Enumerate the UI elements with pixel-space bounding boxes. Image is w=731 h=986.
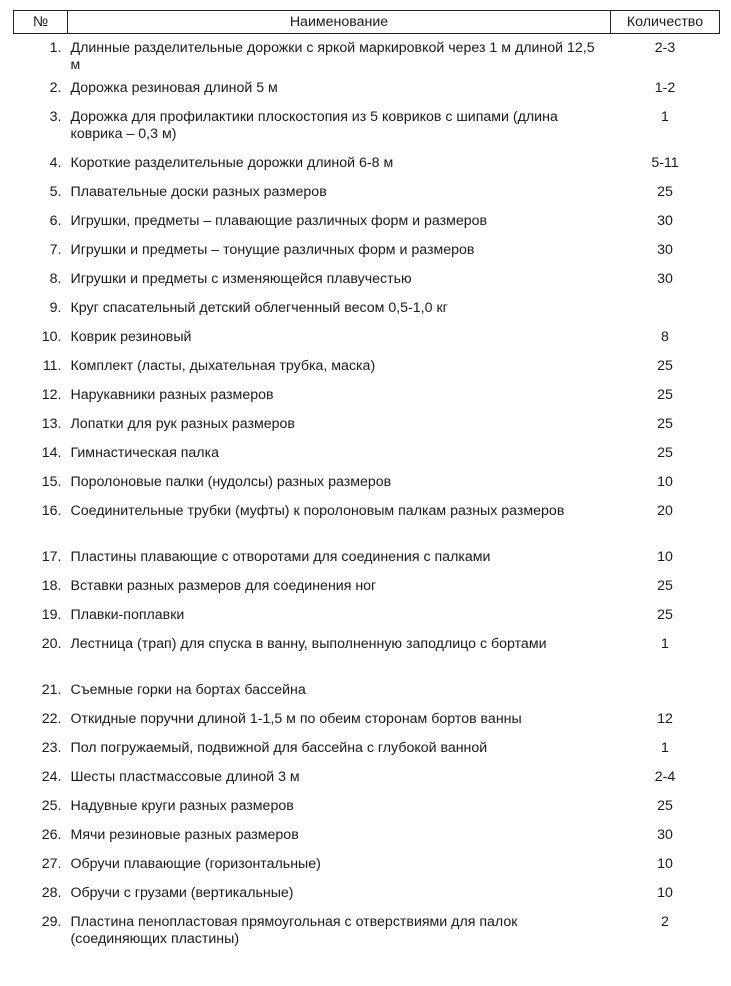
row-number: 23. — [41, 740, 62, 756]
row-number: 29. — [41, 914, 62, 930]
row-name: Шесты пластмассовые длиной 3 м — [70, 769, 300, 785]
row-number: 9. — [49, 300, 62, 316]
row-quantity: 25 — [657, 184, 673, 200]
table-row — [14, 549, 720, 578]
header-number: № — [14, 11, 68, 34]
row-number: 22. — [41, 711, 62, 727]
table-row — [14, 387, 720, 416]
row-number: 24. — [41, 769, 62, 785]
row-quantity — [611, 300, 720, 329]
row-name: Откидные поручни длиной 1-1,5 м по обеим сторонам бортов ванны — [70, 711, 522, 727]
row-name: Плавательные доски разных размеров — [70, 184, 327, 200]
row-number: 26. — [41, 827, 62, 843]
row-quantity: 10 — [657, 885, 673, 901]
row-name: Надувные круги разных размеров — [70, 798, 294, 814]
row-quantity: 1-2 — [654, 80, 676, 96]
row-quantity: 25 — [657, 798, 673, 814]
row-name: Съемные горки на бортах бассейна — [70, 682, 306, 698]
row-number: 28. — [41, 885, 62, 901]
row-name: Дорожка для профилактики плоскостопия из 5 ковриков с шипами (длина коврика – 0,3 м) — [70, 109, 558, 142]
table-row — [14, 416, 720, 445]
row-name: Дорожка резиновая длиной 5 м — [70, 80, 278, 96]
table-row — [14, 636, 720, 682]
row-name: Лопатки для рук разных размеров — [70, 416, 295, 432]
row-number: 5. — [49, 184, 62, 200]
row-name: Обручи с грузами (вертикальные) — [70, 885, 294, 901]
row-name: Гимнастическая палка — [70, 445, 219, 461]
row-quantity: 1 — [661, 740, 669, 756]
table-row — [14, 740, 720, 769]
row-number: 3. — [49, 109, 62, 125]
row-quantity: 30 — [657, 827, 673, 843]
table-row — [14, 769, 720, 798]
row-quantity: 20 — [657, 503, 673, 519]
row-quantity: 25 — [657, 416, 673, 432]
table-row — [14, 885, 720, 914]
row-name: Пластины плавающие с отворотами для соединения с палками — [70, 549, 491, 565]
row-number: 11. — [42, 358, 62, 374]
table-row — [14, 242, 720, 271]
table-row — [14, 578, 720, 607]
row-number: 21. — [41, 682, 62, 698]
table-row — [14, 300, 720, 329]
table-row — [14, 914, 720, 960]
row-name: Игрушки и предметы с изменяющейся плавучестью — [70, 271, 412, 287]
table-row — [14, 856, 720, 885]
row-number: 16. — [41, 503, 62, 519]
row-name: Обручи плавающие (горизонтальные) — [70, 856, 321, 872]
table-row — [14, 184, 720, 213]
row-quantity: 1 — [661, 109, 669, 125]
table-row — [14, 827, 720, 856]
table-row — [14, 682, 720, 711]
row-name: Игрушки, предметы – плавающие различных форм и размеров — [70, 213, 488, 229]
table-row — [14, 503, 720, 549]
row-number: 14. — [41, 445, 62, 461]
row-quantity: 10 — [657, 474, 673, 490]
row-number: 13. — [41, 416, 62, 432]
row-number: 27. — [41, 856, 62, 872]
table-row — [14, 109, 720, 155]
row-number: 15. — [41, 474, 62, 490]
row-quantity: 25 — [657, 578, 673, 594]
row-quantity: 2-4 — [654, 769, 676, 785]
row-quantity: 2-3 — [654, 40, 676, 56]
equipment-table — [13, 10, 720, 960]
table-row — [14, 711, 720, 740]
row-name: Пол погружаемый, подвижной для бассейна с глубокой ванной — [70, 740, 488, 756]
row-number: 10. — [41, 329, 62, 345]
header-quantity: Количество — [611, 11, 720, 34]
row-number: 12. — [41, 387, 62, 403]
row-name: Поролоновые палки (нудолсы) разных размеров — [70, 474, 392, 490]
row-number: 8. — [49, 271, 62, 287]
row-number: 1. — [49, 40, 62, 56]
header-row — [14, 11, 720, 34]
row-number: 4. — [49, 155, 62, 171]
row-name: Коврик резиновый — [70, 329, 192, 345]
row-quantity: 5-11 — [651, 155, 679, 171]
row-quantity: 30 — [657, 271, 673, 287]
row-quantity: 25 — [657, 445, 673, 461]
table-header — [14, 11, 720, 34]
row-number: 25. — [41, 798, 62, 814]
row-name: Соединительные трубки (муфты) к поролоновым палкам разных размеров — [70, 503, 565, 519]
row-quantity: 25 — [657, 358, 673, 374]
table-row — [14, 34, 720, 81]
table-row — [14, 155, 720, 184]
table-row — [14, 445, 720, 474]
row-quantity: 2 — [661, 914, 669, 930]
row-name: Пластина пенопластовая прямоугольная с отверствиями для палок (соединяющих пластины) — [70, 914, 518, 947]
table-row — [14, 213, 720, 242]
row-quantity: 30 — [657, 242, 673, 258]
table-row — [14, 329, 720, 358]
row-name: Круг спасательный детский облегченный весом 0,5-1,0 кг — [70, 300, 448, 316]
table-row — [14, 798, 720, 827]
row-name: Плавки-поплавки — [70, 607, 185, 623]
row-quantity: 8 — [661, 329, 669, 345]
row-number: 18. — [41, 578, 62, 594]
row-name: Нарукавники разных размеров — [70, 387, 274, 403]
row-quantity: 25 — [657, 387, 673, 403]
row-number: 19. — [41, 607, 62, 623]
row-number: 7. — [49, 242, 62, 258]
row-number: 17. — [41, 549, 62, 565]
table-body — [14, 34, 720, 961]
header-name: Наименование — [68, 11, 611, 34]
row-number: 6. — [49, 213, 62, 229]
row-quantity — [611, 682, 720, 711]
row-number: 2. — [49, 80, 62, 96]
table-row — [14, 607, 720, 636]
row-quantity: 1 — [661, 636, 669, 652]
row-quantity: 12 — [657, 711, 673, 727]
row-number: 20. — [41, 636, 62, 652]
row-name: Лестница (трап) для спуска в ванну, выполненную заподлицо с бортами — [70, 636, 547, 652]
row-quantity: 30 — [657, 213, 673, 229]
row-quantity: 10 — [657, 549, 673, 565]
row-quantity: 10 — [657, 856, 673, 872]
row-name: Комплект (ласты, дыхательная трубка, маска) — [70, 358, 376, 374]
table-row — [14, 358, 720, 387]
table-row — [14, 271, 720, 300]
row-quantity: 25 — [657, 607, 673, 623]
row-name: Длинные разделительные дорожки с яркой маркировкой через 1 м длиной 12,5 м — [70, 40, 595, 73]
row-name: Вставки разных размеров для соединения ног — [70, 578, 377, 594]
row-name: Игрушки и предметы – тонущие различных форм и размеров — [70, 242, 475, 258]
row-name: Короткие разделительные дорожки длиной 6-8 м — [70, 155, 394, 171]
table-row — [14, 474, 720, 503]
row-name: Мячи резиновые разных размеров — [70, 827, 299, 843]
table-row — [14, 80, 720, 109]
